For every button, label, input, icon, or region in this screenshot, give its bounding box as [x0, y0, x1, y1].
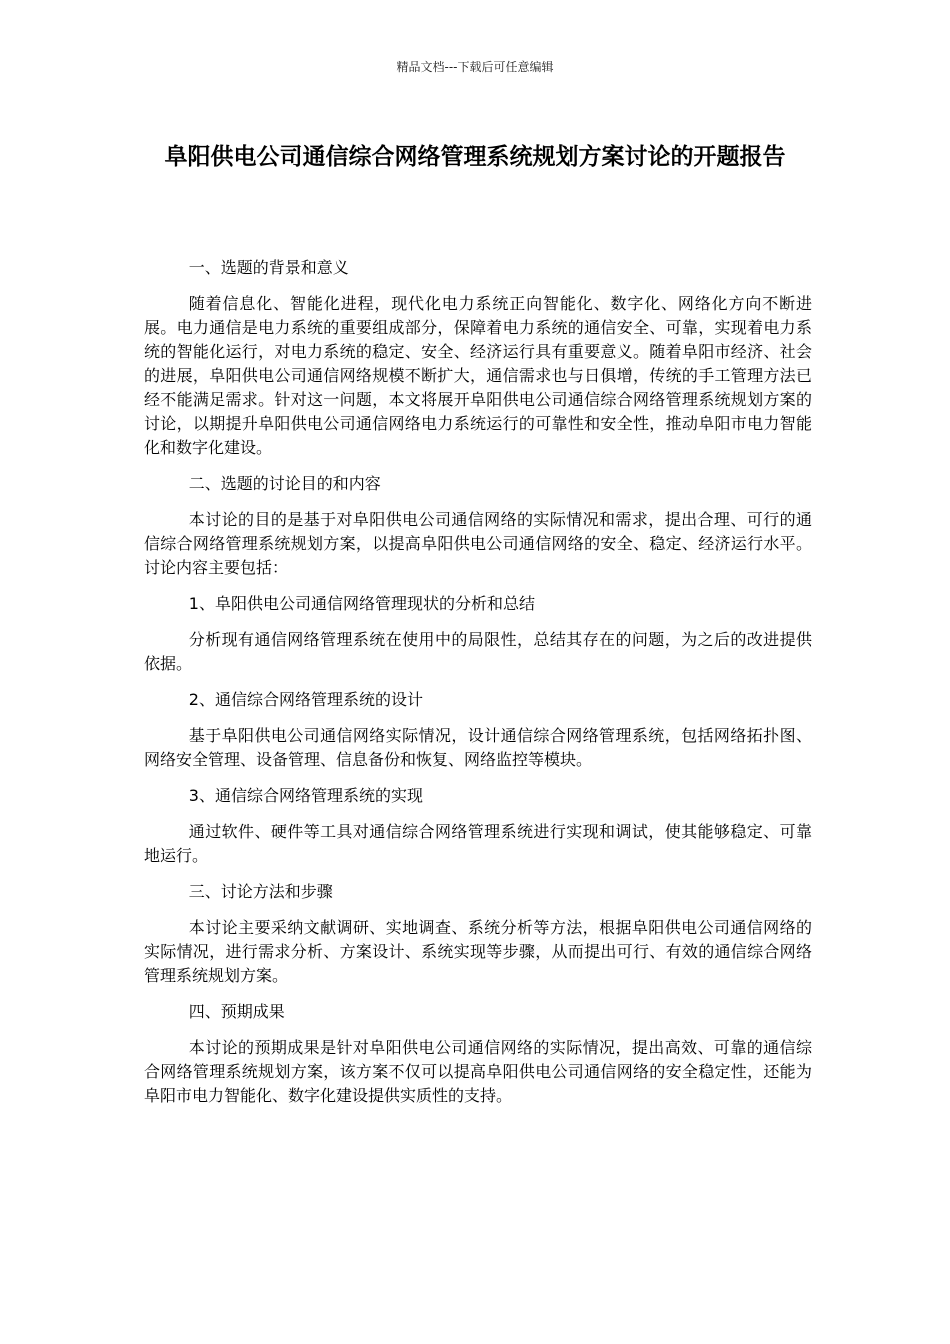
subsection-heading-design: 2、通信综合网络管理系统的设计: [188, 690, 423, 709]
section-heading-background: 一、选题的背景和意义: [188, 258, 349, 277]
paragraph-purpose: 本讨论的目的是基于对阜阳供电公司通信网络的实际情况和需求，提出合理、可行的通信综合网络管理系统规划方案，以提高阜阳供电公司通信网络的安全、稳定、经济运行水平。讨论内容主要包括：: [144, 510, 812, 577]
subsection-heading-analysis: 1、阜阳供电公司通信网络管理现状的分析和总结: [188, 594, 535, 613]
document-title: 阜阳供电公司通信综合网络管理系统规划方案讨论的开题报告: [164, 144, 786, 170]
paragraph-outcomes: 本讨论的预期成果是针对阜阳供电公司通信网络的实际情况，提出高效、可靠的通信综合网络管理系统规划方案，该方案不仅可以提高阜阳供电公司通信网络的安全稳定性，还能为阜阳市电力智能化、数字化建设提供实质性的支持。: [144, 1038, 812, 1105]
paragraph-implementation: 通过软件、硬件等工具对通信综合网络管理系统进行实现和调试，使其能够稳定、可靠地运行。: [144, 822, 812, 865]
document-body: [144, 256, 812, 1120]
header-note: 精品文档---下载后可任意编辑: [396, 60, 554, 74]
section-heading-outcomes: 四、预期成果: [188, 1002, 285, 1021]
section-heading-methods: 三、讨论方法和步骤: [188, 882, 333, 901]
section-heading-purpose: 二、选题的讨论目的和内容: [188, 474, 381, 493]
paragraph-design: 基于阜阳供电公司通信网络实际情况，设计通信综合网络管理系统，包括网络拓扑图、网络安全管理、设备管理、信息备份和恢复、网络监控等模块。: [144, 726, 812, 769]
paragraph-background: 随着信息化、智能化进程，现代化电力系统正向智能化、数字化、网络化方向不断进展。电力通信是电力系统的重要组成部分，保障着电力系统的通信安全、可靠，实现着电力系统的智能化运行，对电力系统的稳定、安全、经济运行具有重要意义。随着阜阳市经济、社会的进展，阜阳供电公司通信网络规模不断扩大，通信需求也与日俱增，传统的手工管理方法已经不能满足需求。针对这一问题，本文将展开阜阳供电公司通信综合网络管理系统规划方案的讨论，以期提升阜阳供电公司通信网络电力系统运行的可靠性和安全性，推动阜阳市电力智能化和数字化建设。: [144, 294, 812, 457]
paragraph-methods: 本讨论主要采纳文献调研、实地调查、系统分析等方法，根据阜阳供电公司通信网络的实际情况，进行需求分析、方案设计、系统实现等步骤，从而提出可行、有效的通信综合网络管理系统规划方案。: [144, 918, 812, 985]
subsection-heading-implementation: 3、通信综合网络管理系统的实现: [188, 786, 423, 805]
paragraph-analysis: 分析现有通信网络管理系统在使用中的局限性，总结其存在的问题，为之后的改进提供依据。: [144, 630, 812, 673]
